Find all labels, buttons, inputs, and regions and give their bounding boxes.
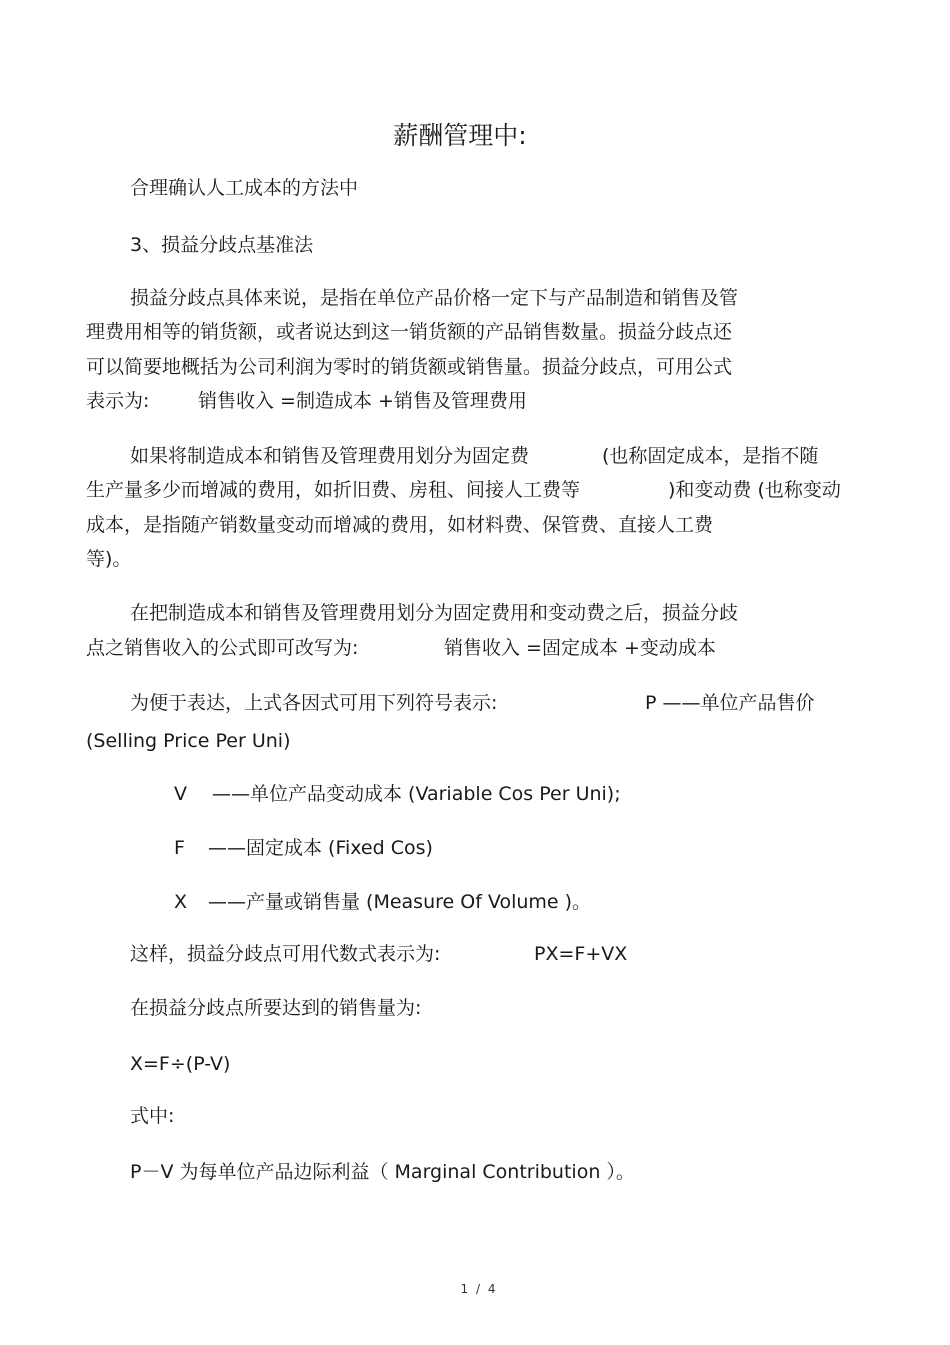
paragraph-1-line-3: 可以简要地概括为公司利润为零时的销货额或销售量。损益分歧点，可用公式 [86,356,733,378]
symbol-f: F [174,837,185,859]
document-title: 薪酬管理中: [393,121,527,150]
symbol-f-definition: ——固定成本 (Fixed Cos) [208,837,433,859]
volume-label: 在损益分歧点所要达到的销售量为: [130,997,422,1019]
algebra-label: 这样，损益分歧点可用代数式表示为: [130,943,441,965]
page-indicator: 1 / 4 [460,1282,498,1296]
section-heading: 3、损益分歧点基准法 [130,234,314,256]
formula-sales-revenue: 销售收入 =制造成本 +销售及管理费用 [198,390,527,412]
paragraph-4-line-1a: 为便于表达，上式各因式可用下列符号表示: [130,692,498,714]
paragraph-1-line-2: 理费用相等的销货额，或者说达到这一销货额的产品销售数量。损益分歧点还 [86,321,733,343]
formula-fixed-variable: 销售收入 =固定成本 +变动成本 [444,637,716,659]
paragraph-2-line-4: 等)。 [86,548,132,570]
paragraph-2-line-1b: (也称固定成本，是指不随 [602,445,819,467]
paragraph-2-line-2b: )和变动费 (也称变动 [668,479,841,501]
paragraph-2-line-1a: 如果将制造成本和销售及管理费用划分为固定费 [130,445,530,467]
paragraph-2-line-2a: 生产量多少而增减的费用，如折旧费、房租、间接人工费等 [86,479,581,501]
paragraph-1-line-1: 损益分歧点具体来说，是指在单位产品价格一定下与产品制造和销售及管 [130,287,739,309]
paragraph-4-line-2: (Selling Price Per Uni) [86,730,291,752]
algebra-formula: PX=F+VX [534,943,628,965]
paragraph-3-line-1: 在把制造成本和销售及管理费用划分为固定费用和变动费之后，损益分歧 [130,602,739,624]
marginal-contribution-line: P－V 为每单位产品边际利益（ Marginal Contribution ）。 [130,1161,635,1183]
paragraph-2-line-3: 成本，是指随产销数量变动而增减的费用，如材料费、保管费、直接人工费 [86,514,714,536]
symbol-x: X [174,891,188,913]
symbol-v-definition: ——单位产品变动成本 (Variable Cos Per Uni); [212,783,621,805]
symbol-x-definition: ——产量或销售量 (Measure Of Volume )。 [208,891,592,913]
symbol-v: V [174,783,187,805]
paragraph-3-line-2a: 点之销售收入的公式即可改写为: [86,637,359,659]
paragraph-1-line-4-label: 表示为: [86,390,150,412]
symbol-p-definition: P ——单位产品售价 [645,692,815,714]
volume-formula: X=F÷(P-V) [130,1053,231,1075]
where-label: 式中: [130,1105,175,1127]
subtitle: 合理确认人工成本的方法中 [130,177,359,199]
